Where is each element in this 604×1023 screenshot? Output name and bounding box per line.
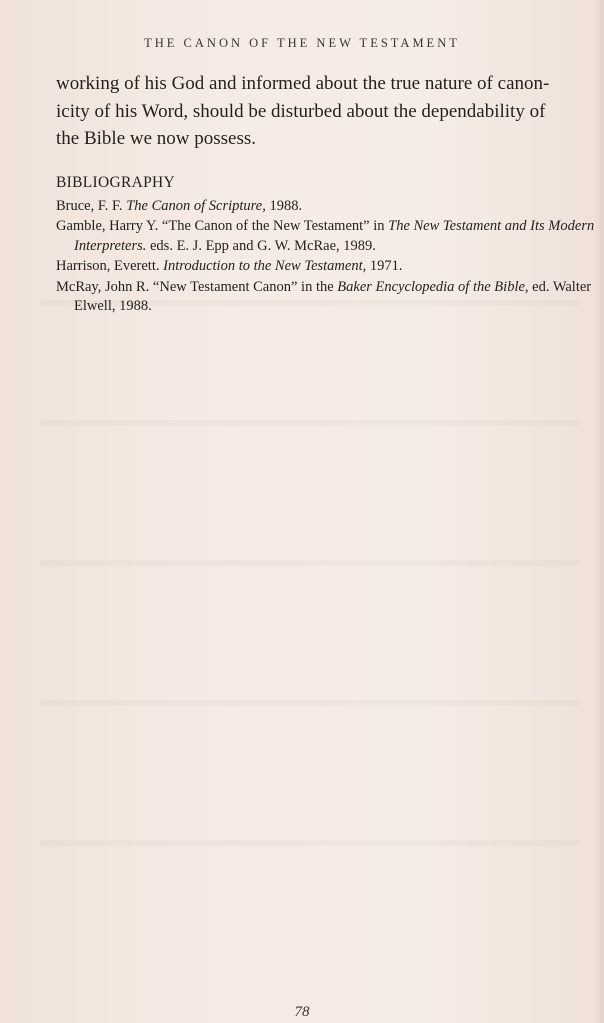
entry-author: Bruce, F. F. — [56, 197, 127, 214]
entry-details: 1988. — [265, 197, 303, 214]
bibliography — [56, 173, 596, 318]
show-through-text — [40, 840, 580, 846]
body-paragraph — [56, 70, 596, 153]
bibliography-entry — [56, 217, 596, 256]
entry-author: Gamble, Harry Y. “The Canon of the New Testament” in — [56, 218, 389, 234]
show-through-text — [40, 420, 580, 426]
entry-details: 1971. — [366, 258, 403, 274]
body-line: icity of his Word, should be disturbed about the dependability of — [56, 100, 546, 122]
bibliography-heading: BIBLIOGRAPHY — [56, 174, 175, 191]
entry-title: The New Testament and Its Modern Interpreters. — [74, 218, 595, 254]
bibliography-entry — [56, 197, 596, 217]
page-number: 78 — [294, 1004, 310, 1020]
entry-author: McRay, John R. “New Testament Canon” in the — [56, 278, 338, 295]
entry-details: ed. Walter Elwell, 1988. — [74, 278, 592, 314]
show-through-text — [40, 560, 580, 566]
body-line: the Bible we now possess. — [56, 128, 257, 149]
entry-title: Introduction to the New Testament, — [163, 258, 367, 274]
bibliography-entry — [56, 257, 596, 277]
entry-details: eds. E. J. Epp and G. W. McRae, 1989. — [146, 237, 376, 254]
bibliography-entry — [56, 278, 596, 317]
entry-title: Baker Encyclopedia of the Bible, — [337, 278, 529, 295]
entry-title: The Canon of Scripture, — [126, 197, 266, 214]
show-through-text — [40, 700, 580, 706]
body-line: working of his God and informed about the true nature of canon- — [56, 73, 550, 94]
running-head: THE CANON OF THE NEW TESTAMENT — [144, 36, 460, 50]
entry-author: Harrison, Everett. — [56, 258, 164, 274]
